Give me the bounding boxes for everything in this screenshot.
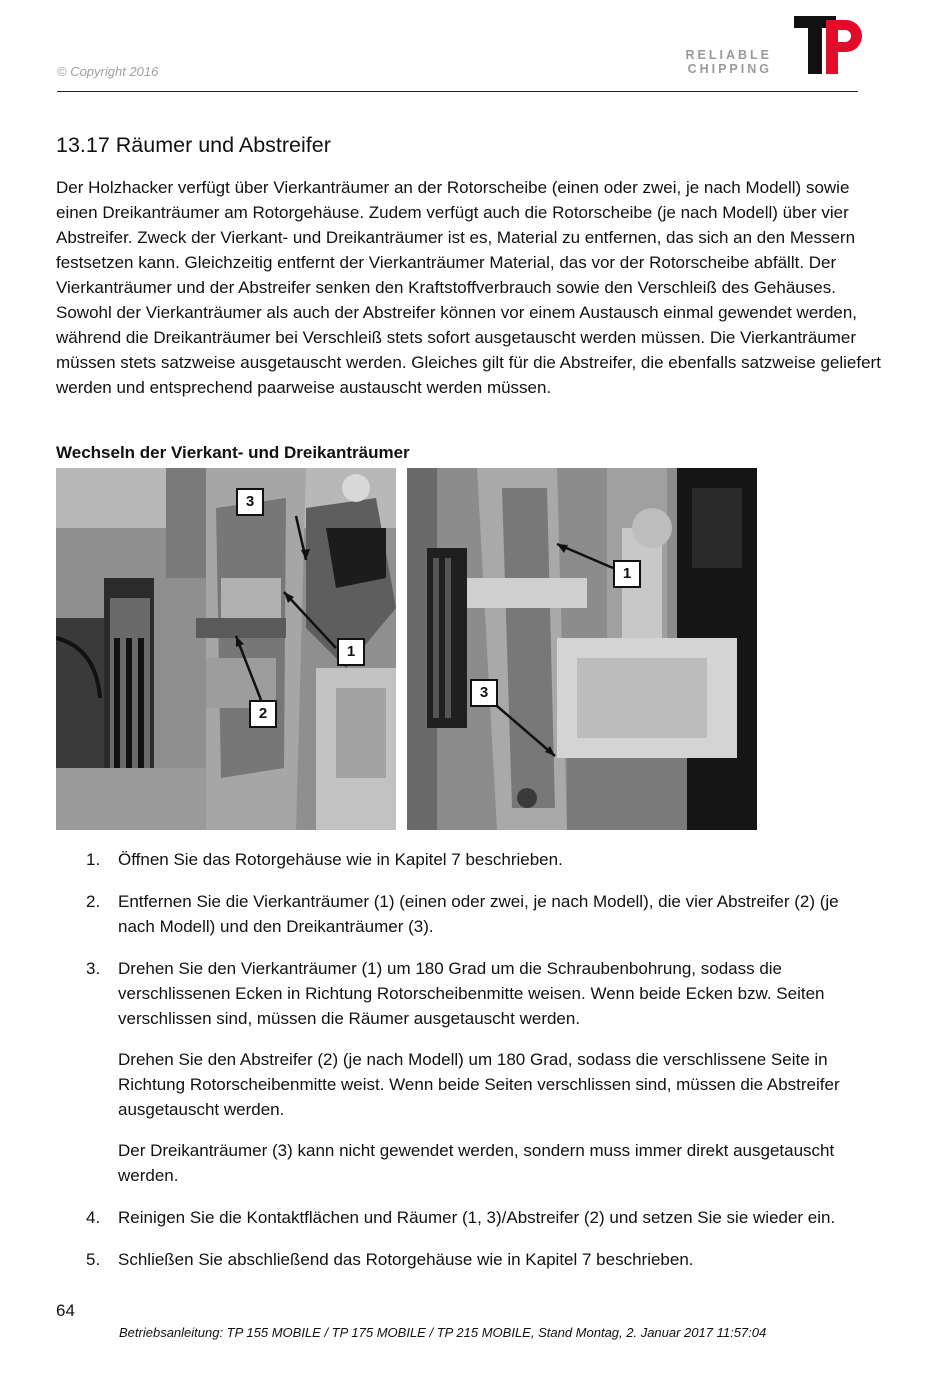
callout-label: 3 bbox=[470, 679, 498, 707]
logo-tagline bbox=[600, 48, 772, 76]
step-text: Drehen Sie den Vierkanträumer (1) um 180 Grad um die Schraubenbohrung, sodass die verschlissenen Ecken in Richtung Rotorscheibenmitte weisen. Wenn beide Ecken bzw. Seiten verschlissen sind, müssen die Räumer ausgetauscht werden. bbox=[118, 959, 825, 1028]
step-number: 1. bbox=[86, 850, 101, 869]
logo-tagline-line1: RELIABLE bbox=[685, 48, 772, 62]
step-number: 5. bbox=[86, 1250, 101, 1269]
intro-paragraph: Sowohl der Vierkanträumer als auch der Abstreifer können vor einem Austausch einmal gewendet werden, während die Dreikanträumer bei Verschleiß stets sofort ausgetauscht werden müssen. Die Vierkanträumer müssen stets satzweise ausgetauscht werden. Gleiches gilt für die Abstreifer, die ebenfalls satzweise geliefert werden und entsprechend paarweise austauscht werden müssen. bbox=[56, 303, 881, 397]
callout-label: 1 bbox=[613, 560, 641, 588]
procedure-step bbox=[56, 1247, 876, 1272]
step-text: Schließen Sie abschließend das Rotorgehäuse wie in Kapitel 7 beschrieben. bbox=[118, 1250, 694, 1269]
procedure-steps bbox=[56, 847, 876, 1289]
logo-tagline-line2: CHIPPING bbox=[687, 62, 772, 76]
callout-label: 3 bbox=[236, 488, 264, 516]
copyright-notice: © Copyright 2016 bbox=[57, 64, 159, 79]
intro-paragraph: Der Holzhacker verfügt über Vierkanträumer an der Rotorscheibe (einen oder zwei, je nach Modell) sowie einen Dreikanträumer am Rotorgehäuse. Zudem verfügt auch die Rotorscheibe (je nach Modell) über vier Abstreifer. Zweck der Vierkant- und Dreikanträumer ist es, Material zu entfernen, das sich an den Messern festsetzen kann. Gleichzeitig entfernt der Vierkanträumer Material, das vor der Rotorscheibe abfällt. Der Vierkanträumer und der Abstreifer senken den Kraftstoffverbrauch sowie den Verschleiß des Gehäuses. bbox=[56, 178, 856, 297]
step-number: 3. bbox=[86, 959, 101, 978]
rotor-photo-right bbox=[407, 468, 757, 830]
step-text: Drehen Sie den Abstreifer (2) (je nach Modell) um 180 Grad, sodass die verschlissene Seite in Richtung Rotorscheibenmitte weist. Wenn beide Seiten verschlissen sind, müssen die Abstreifer ausgetauscht werden. bbox=[118, 1050, 840, 1119]
rotor-photo-left bbox=[56, 468, 396, 830]
step-number: 4. bbox=[86, 1208, 101, 1227]
procedure-step bbox=[56, 889, 876, 939]
section-title: 13.17 Räumer und Abstreifer bbox=[56, 133, 331, 157]
intro-text bbox=[56, 175, 886, 400]
procedure-step bbox=[56, 1205, 876, 1230]
tp-logo-icon bbox=[788, 14, 864, 76]
callout-label: 1 bbox=[337, 638, 365, 666]
step-text: Reinigen Sie die Kontaktflächen und Räumer (1, 3)/Abstreifer (2) und setzen Sie sie wieder ein. bbox=[118, 1208, 836, 1227]
step-text: Der Dreikanträumer (3) kann nicht gewendet werden, sondern muss immer direkt ausgetauscht werden. bbox=[118, 1141, 835, 1185]
procedure-step bbox=[56, 847, 876, 872]
subheading: Wechseln der Vierkant- und Dreikanträumer bbox=[56, 443, 410, 462]
page-number: 64 bbox=[56, 1301, 75, 1320]
procedure-step bbox=[56, 956, 876, 1188]
footer-text: Betriebsanleitung: TP 155 MOBILE / TP 175 MOBILE / TP 215 MOBILE, Stand Montag, 2. Januar 2017 11:57:04 bbox=[119, 1325, 767, 1340]
rotor-photo-right-illustration bbox=[407, 468, 757, 830]
step-text: Öffnen Sie das Rotorgehäuse wie in Kapitel 7 beschrieben. bbox=[118, 850, 563, 869]
step-text: Entfernen Sie die Vierkanträumer (1) (einen oder zwei, je nach Modell), die vier Abstreifer (2) (je nach Modell) und den Dreikanträumer (3). bbox=[118, 892, 839, 936]
step-number: 2. bbox=[86, 892, 101, 911]
callout-label: 2 bbox=[249, 700, 277, 728]
header-divider bbox=[57, 91, 858, 92]
